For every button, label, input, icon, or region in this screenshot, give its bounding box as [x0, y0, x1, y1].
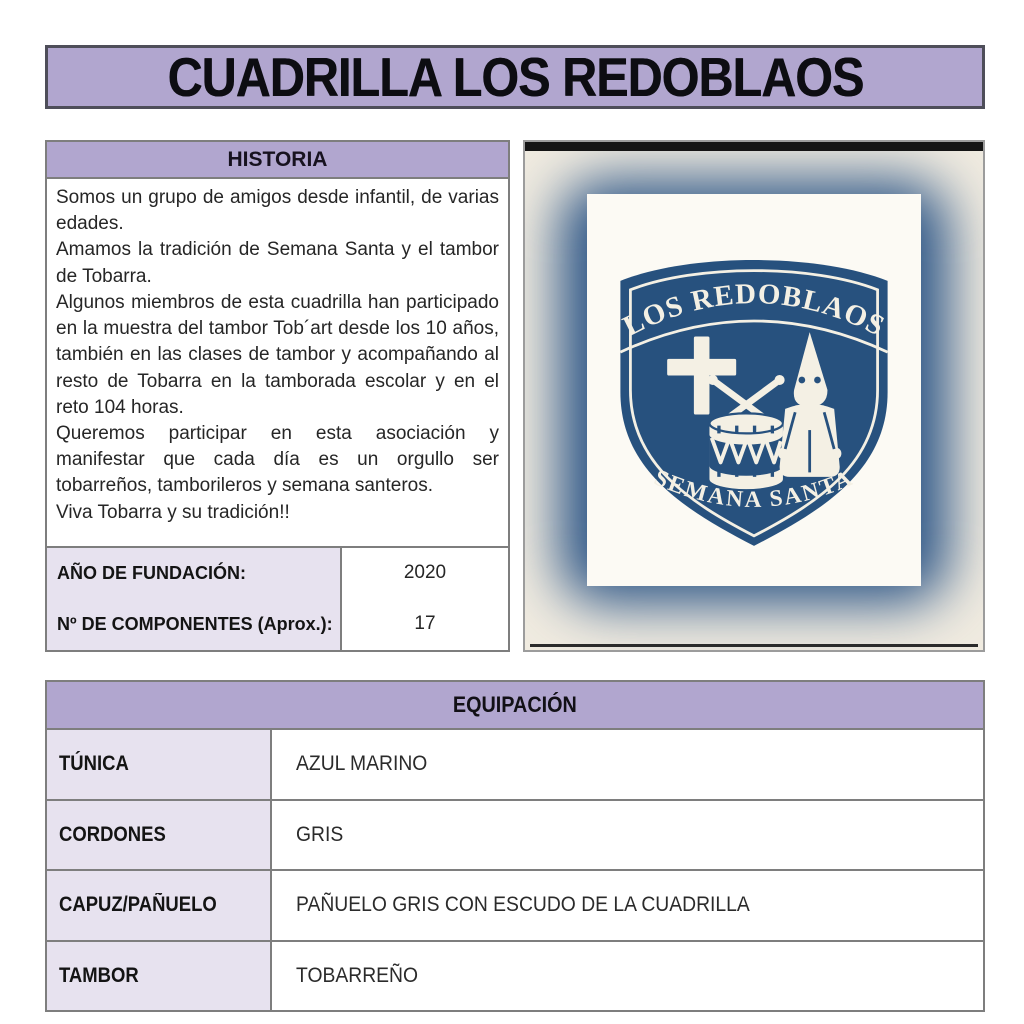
cordones-label-cell — [47, 801, 272, 870]
historia-paragraph: Algunos miembros de esta cuadrilla han participado en la muestra del tambor Tob´art desde los 10 años, también en las clases de tambor y acompañando al resto de Tobarra en la tamborada escolar y en el reto 104 horas. — [56, 291, 499, 418]
historia-header: HISTORIA — [47, 142, 508, 179]
tambor-label: TAMBOR — [59, 963, 139, 987]
drum-icon — [709, 413, 782, 489]
tambor-label-cell — [47, 942, 272, 1011]
equipacion-header-label: EQUIPACIÓN — [453, 692, 577, 717]
tambor-value: TOBARREÑO — [296, 963, 419, 987]
capuz-value: PAÑUELO GRIS CON ESCUDO DE LA CUADRILLA — [296, 893, 750, 917]
shield-icon — [587, 194, 921, 586]
foundation-year-row — [47, 548, 508, 598]
historia-text — [47, 179, 508, 548]
historia-paragraph: Viva Tobarra y su tradición!! — [56, 501, 290, 523]
capuz-label: CAPUZ/PAÑUELO — [59, 893, 217, 917]
equipacion-header — [47, 682, 983, 730]
emblem-bottom-text: SEMANA SANTA — [650, 464, 858, 513]
members-count-value: 17 — [342, 598, 508, 650]
members-count-row — [47, 598, 508, 650]
historia-paragraph: Queremos participar en esta asociación y manifestar que cada día es un orgullo ser tobarreños, tamborileros y semana santeros. — [56, 422, 499, 497]
emblem-top-bar — [525, 142, 983, 151]
emblem-image — [523, 140, 985, 652]
table-row-tunica — [47, 730, 983, 799]
table-row-cordones — [47, 799, 983, 870]
cordones-value: GRIS — [296, 822, 344, 846]
title-banner — [45, 45, 985, 109]
emblem-bottom-bar — [530, 644, 978, 647]
foundation-year-value: 2020 — [342, 548, 508, 598]
emblem-card — [587, 194, 921, 586]
page-title: CUADRILLA LOS REDOBLAOS — [167, 46, 863, 108]
capuz-label-cell — [47, 871, 272, 940]
historia-paragraph: Somos un grupo de amigos desde infantil, de varias edades. — [56, 187, 499, 235]
tunica-value-cell — [272, 730, 983, 799]
historia-table — [45, 140, 510, 652]
historia-paragraph: Amamos la tradición de Semana Santa y el tambor de Tobarra. — [56, 239, 499, 287]
tambor-value-cell — [272, 942, 983, 1011]
tunica-label-cell — [47, 730, 272, 799]
emblem-name-text: LOS REDOBLAOS — [617, 277, 891, 343]
cordones-label: CORDONES — [59, 822, 166, 846]
capuz-value-cell — [272, 871, 983, 940]
tunica-label: TÚNICA — [59, 752, 129, 776]
cordones-value-cell — [272, 801, 983, 870]
table-row-tambor — [47, 940, 983, 1011]
members-count-label: Nº DE COMPONENTES (Aprox.): — [47, 598, 342, 650]
tunica-value: AZUL MARINO — [296, 752, 428, 776]
equipacion-table — [45, 680, 985, 1012]
foundation-year-label: AÑO DE FUNDACIÓN: — [47, 548, 342, 598]
table-row-capuz — [47, 869, 983, 940]
